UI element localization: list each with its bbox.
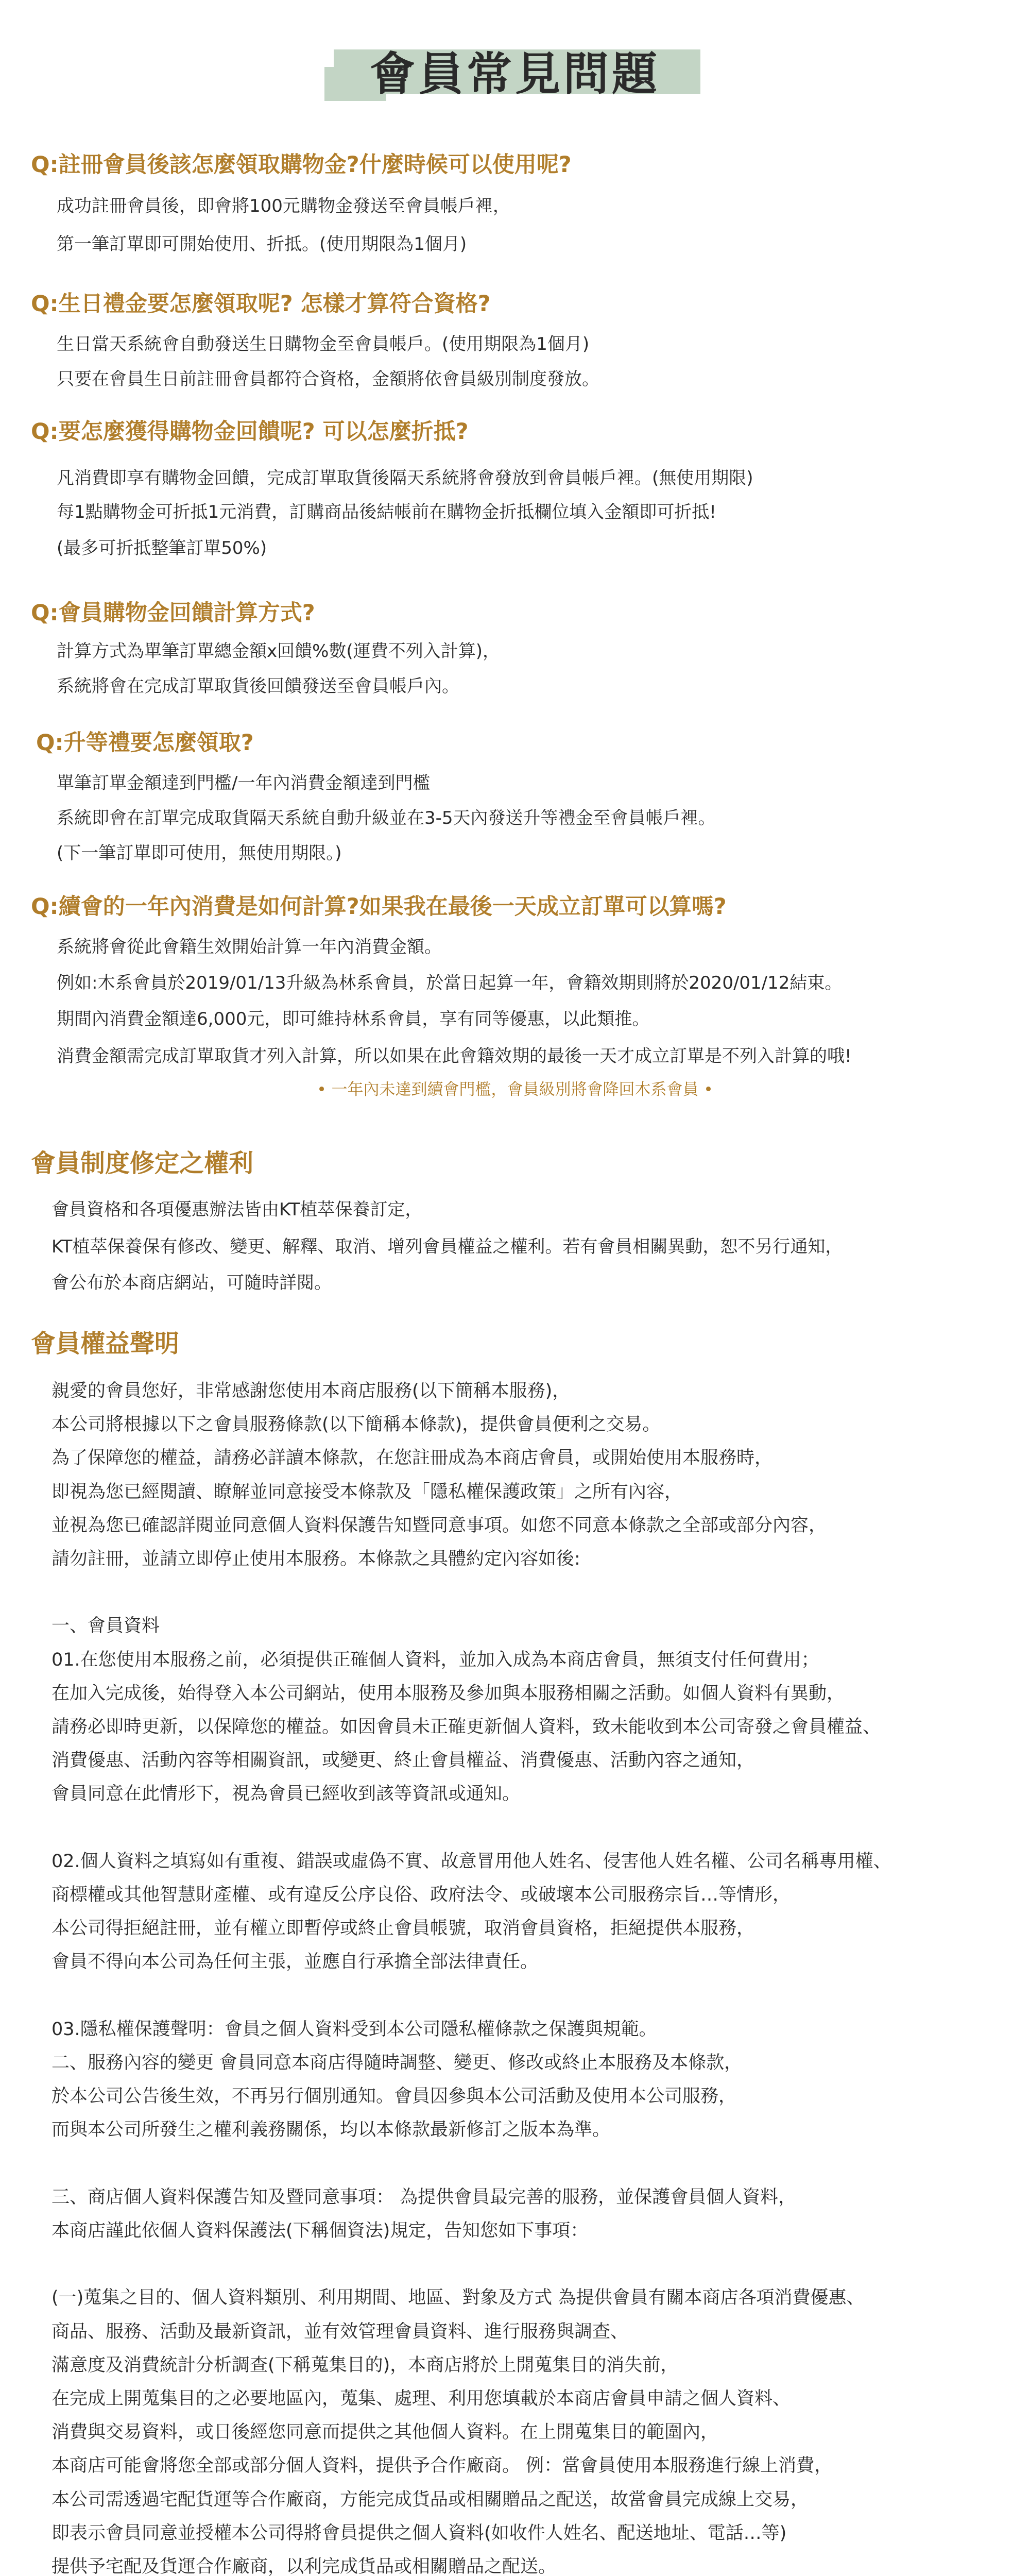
declaration-line: 本公司將根據以下之會員服務條款(以下簡稱本條款)，提供會員便利之交易。 [52, 1414, 661, 1435]
declaration-line: 於本公司公告後生效，不再另行個別通知。會員因參與本公司活動及使用本公司服務， [52, 2086, 737, 2107]
faq-answer-line: 系統將會從此會籍生效開始計算一年內消費金額。 [57, 937, 442, 957]
declaration-line: 為了保障您的權益，請務必詳讀本條款，在您註冊成為本商店會員，或開始使用本服務時， [52, 1448, 773, 1469]
faq-answer-line: (最多可折抵整筆訂單50%) [57, 538, 267, 558]
faq-answer-line: 第一筆訂單即可開始使用、折抵。(使用期限為1個月) [57, 234, 467, 255]
faq-answer-line: 消費金額需完成訂單取貨才列入計算，所以如果在此會籍效期的最後一天才成立訂單是不列入計算的哦! [57, 1046, 852, 1066]
declaration-line: 而與本公司所發生之權利義務關係，均以本條款最新修訂之版本為準。 [52, 2120, 611, 2141]
section-heading-rights: 會員制度修定之權利 [31, 1149, 254, 1178]
declaration-line: 一、會員資料 [52, 1616, 160, 1637]
faq-answer-line: 只要在會員生日前註冊會員都符合資格，金額將依會員級別制度發放。 [57, 369, 599, 389]
faq-question-1: Q:註冊會員後該怎麼領取購物金?什麼時候可以使用呢? [31, 152, 572, 178]
faq-answer-line: 生日當天系統會自動發送生日購物金至會員帳戶。(使用期限為1個月) [57, 334, 590, 354]
declaration-line: 會員不得向本公司為任何主張，並應自行承擔全部法律責任。 [52, 1952, 539, 1973]
faq-question-4: Q:會員購物金回饋計算方式? [31, 600, 315, 626]
faq-answer-line: 系統即會在訂單完成取貨隔天系統自動升級並在3-5天內發送升等禮金至會員帳戶裡。 [57, 808, 716, 828]
declaration-line: 本商店謹此依個人資料保護法(下稱個資法)規定，告知您如下事項： [52, 2221, 589, 2241]
declaration-line: 親愛的會員您好，非常感謝您使用本商店服務(以下簡稱本服務)， [52, 1381, 571, 1401]
declaration-line: 滿意度及消費統計分析調查(下稱蒐集目的)，本商店將於上開蒐集目的消失前， [52, 2354, 679, 2376]
declaration-line: 01.在您使用本服務之前，必須提供正確個人資料，並加入成為本商店會員，無須支付任何費用； [52, 1649, 819, 1670]
declaration-line: 提供予宅配及貨運合作廠商，以利完成貨品或相關贈品之配送。 [52, 2556, 557, 2576]
declaration-line: 本商店可能會將您全部或部分個人資料，提供予合作廠商。 例：當會員使用本服務進行線上消費， [52, 2455, 833, 2477]
faq-answer-line: 例如:木系會員於2019/01/13升級為林系會員，於當日起算一年，會籍效期則將於2020/01/12結束。 [57, 973, 843, 993]
rights-line: 會公布於本商店網站，可隨時詳閱。 [52, 1273, 332, 1293]
declaration-line: (一)蒐集之目的、個人資料類別、利用期間、地區、對象及方式 為提供會員有關本商店各項消費優惠、 [52, 2287, 865, 2309]
title-banner [0, 49, 1030, 103]
faq-answer-line: 單筆訂單金額達到門檻/一年內消費金額達到門檻 [57, 773, 431, 793]
faq-answer-line: 期間內消費金額達6,000元，即可維持林系會員，享有同等優惠，以此類推。 [57, 1009, 650, 1029]
faq-note: • 一年內未達到續會門檻，會員級別將會降回木系會員 • [317, 1080, 713, 1099]
faq-question-3: Q:要怎麼獲得購物金回饋呢? 可以怎麼折抵? [31, 419, 469, 445]
declaration-line: 請務必即時更新，以保障您的權益。如因會員未正確更新個人資料，致未能收到本公司寄發之會員權益、 [52, 1717, 881, 1737]
declaration-line: 商標權或其他智慧財產權、或有違反公序良俗、政府法令、或破壞本公司服務宗旨…等情形， [52, 1885, 791, 1905]
declaration-line: 本公司得拒絕註冊，並有權立即暫停或終止會員帳號，取消會員資格，拒絕提供本服務， [52, 1918, 755, 1939]
section-heading-declaration: 會員權益聲明 [31, 1329, 180, 1358]
faq-answer-line: 每1點購物金可折抵1元消費，訂購商品後結帳前在購物金折抵欄位填入金額即可折抵! [57, 502, 716, 522]
declaration-line: 在加入完成後，始得登入本公司網站，使用本服務及參加與本服務相關之活動。如個人資料有異動， [52, 1683, 845, 1704]
faq-answer-line: 凡消費即享有購物金回饋，完成訂單取貨後隔天系統將會發放到會員帳戶裡。(無使用期限) [57, 468, 753, 488]
declaration-line: 會員同意在此情形下，視為會員已經收到該等資訊或通知。 [52, 1784, 521, 1805]
faq-question-5: Q:升等禮要怎麼領取? [36, 730, 254, 756]
declaration-line: 商品、服務、活動及最新資訊，並有效管理會員資料、進行服務與調查、 [52, 2321, 629, 2342]
declaration-line: 消費與交易資料，或日後經您同意而提供之其他個人資料。在上開蒐集目的範圍內， [52, 2422, 719, 2443]
declaration-line: 即視為您已經閱讀、瞭解並同意接受本條款及「隱私權保護政策」之所有內容， [52, 1481, 683, 1502]
rights-line: 會員資格和各項優惠辦法皆由KT植萃保養訂定， [52, 1199, 423, 1220]
declaration-line: 消費優惠、活動內容等相關資訊，或變更、終止會員權益、消費優惠、活動內容之通知， [52, 1750, 755, 1771]
declaration-line: 本公司需透過宅配貨運等合作廠商，方能完成貨品或相關贈品之配送，故當會員完成線上交易， [52, 2489, 809, 2510]
faq-answer-line: 計算方式為單筆訂單總金額x回饋%數(運費不列入計算)， [57, 641, 500, 662]
declaration-line: 03.隱私權保護聲明：會員之個人資料受到本公司隱私權條款之保護與規範。 [52, 2019, 657, 2040]
faq-question-6: Q:續會的一年內消費是如何計算?如果我在最後一天成立訂單可以算嗎? [31, 894, 727, 920]
declaration-line: 並視為您已確認詳閱並同意個人資料保護告知暨同意事項。如您不同意本條款之全部或部分內容， [52, 1515, 827, 1536]
rights-line: KT植萃保養保有修改、變更、解釋、取消、增列會員權益之權利。若有會員相關異動，恕不另行通知， [52, 1236, 843, 1257]
declaration-line: 即表示會員同意並授權本公司得將會員提供之個人資料(如收件人姓名、配送地址、電話…等) [52, 2522, 787, 2544]
declaration-line: 請勿註冊，並請立即停止使用本服務。本條款之具體約定內容如後: [52, 1549, 580, 1569]
declaration-line: 三、商店個人資料保護告知及暨同意事項： 為提供會員最完善的服務，並保護會員個人資料， [52, 2187, 797, 2208]
declaration-line: 02.個人資料之填寫如有重複、錯誤或虛偽不實、故意冒用他人姓名、侵害他人姓名權、公司名稱專用權、 [52, 1851, 891, 1872]
faq-answer-line: 系統將會在完成訂單取貨後回饋發送至會員帳戶內。 [57, 676, 459, 697]
declaration-line: 二、服務內容的變更 會員同意本商店得隨時調整、變更、修改或終止本服務及本條款， [52, 2053, 743, 2073]
faq-answer-line: (下一筆訂單即可使用，無使用期限。) [57, 843, 342, 863]
declaration-line: 在完成上開蒐集目的之必要地區內，蒐集、處理、利用您填載於本商店會員申請之個人資料、 [52, 2388, 791, 2409]
faq-question-2: Q:生日禮金要怎麼領取呢? 怎樣才算符合資格? [31, 291, 491, 317]
faq-answer-line: 成功註冊會員後，即會將100元購物金發送至會員帳戶裡， [57, 196, 510, 216]
page-title: 會員常見問題 [369, 47, 660, 100]
